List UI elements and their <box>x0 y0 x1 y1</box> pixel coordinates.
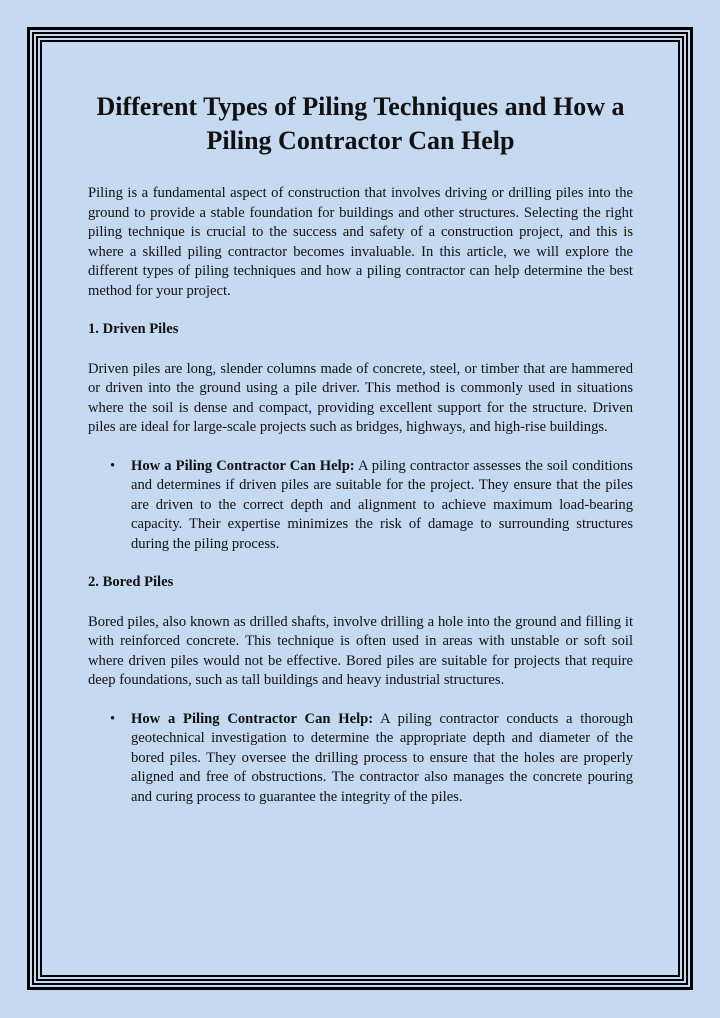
section-heading-bored-piles: 2. Bored Piles <box>88 574 174 590</box>
list-item <box>88 457 633 555</box>
bullet-lead: How a Piling Contractor Can Help: <box>131 457 355 474</box>
section-body-bored-piles: Bored piles, also known as drilled shafts, involve drilling a hole into the ground and filling it with reinforced concrete. This technique is often used in areas with unstable or soft soil where driven piles would not be effective. Bored piles are suitable for projects that require deep foundations, such as tall buildings and heavy industrial structures. <box>88 613 633 688</box>
section-body-driven-piles: Driven piles are long, slender columns made of concrete, steel, or timber that are hammered or driven into the ground using a pile driver. This method is commonly used in situations where the soil is dense and compact, providing excellent support for the structure. Driven piles are ideal for large-scale projects such as bridges, highways, and high-rise buildings. <box>88 360 633 435</box>
bullet-list-bored-piles <box>88 710 633 808</box>
article-title: Different Types of Piling Techniques and How a Piling Contractor Can Help <box>96 92 625 155</box>
bullet-text: A piling contractor conducts a thorough geotechnical investigation to determine the appropriate depth and diameter of the bored piles. They oversee the drilling process to ensure that the holes are properly aligned and free of obstructions. The contractor also manages the concrete pouring and curing process to guarantee the integrity of the piles. <box>131 710 633 805</box>
section-heading-driven-piles: 1. Driven Piles <box>88 321 179 337</box>
bullet-icon: • <box>110 710 116 727</box>
bullet-icon: • <box>110 457 116 474</box>
article <box>88 90 633 826</box>
bullet-text: A piling contractor assesses the soil conditions and determines if driven piles are suitable for the project. They ensure that the piles are driven to the correct depth and alignment to achieve maximum load-bearing capacity. Their expertise minimizes the risk of damage to surrounding structures during the piling process. <box>131 457 633 552</box>
bullet-lead: How a Piling Contractor Can Help: <box>131 710 374 727</box>
intro-paragraph: Piling is a fundamental aspect of construction that involves driving or drilling piles into the ground to provide a stable foundation for buildings and other structures. Selecting the right piling technique is crucial to the success and safety of a construction project, and this is where a skilled piling contractor becomes invaluable. In this article, we will explore the different types of piling techniques and how a piling contractor can help determine the best method for your project. <box>88 185 633 299</box>
bullet-list-driven-piles <box>88 457 633 555</box>
list-item <box>88 710 633 808</box>
